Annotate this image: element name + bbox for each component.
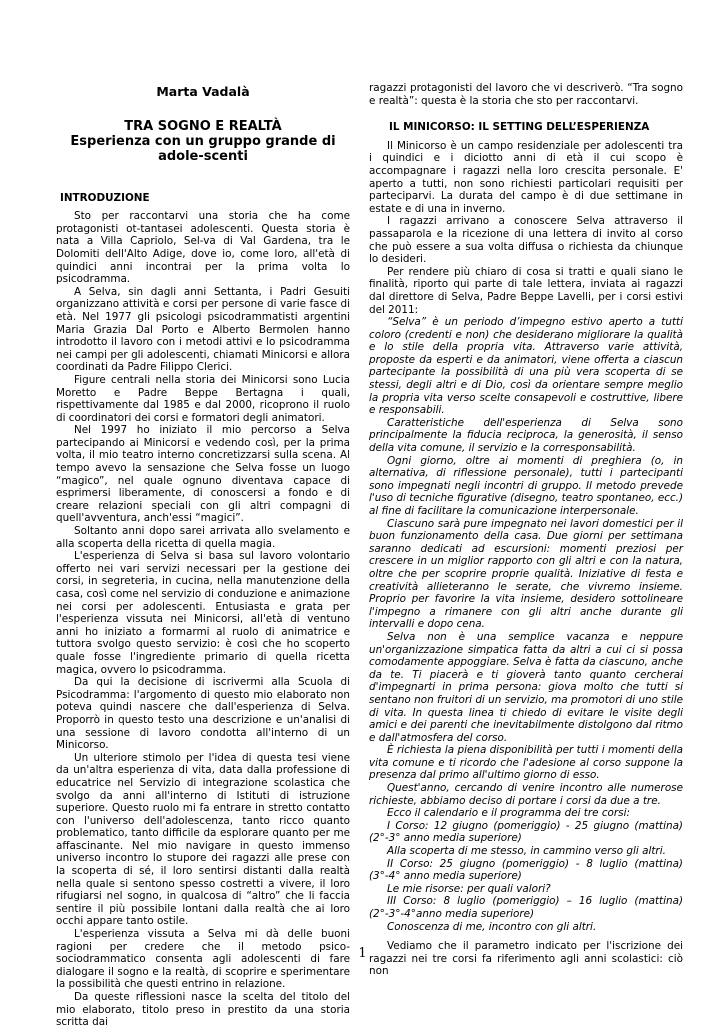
paragraph: A Selva, sin dagli anni Settanta, i Padri Gesuiti organizzano attività e corsi per persone di varie fasce di età. Nel 1977 gli psicologi psicodrammatisti argentini Maria Grazia Dal Porto e Alberto Bermolen hanno introdotto il lavoro con i metodi attivi e lo psicodramma nei campi per gli adolescenti, chiamati Minicorsi e allora coordinati da Padre Filippo Clerici. <box>56 285 350 374</box>
paragraph: Da qui la decisione di iscrivermi alla Scuola di Psicodramma: l'argomento di questo mio elaborato non poteva quindi nascere che dall'esperienza di Selva. Proporrò in questo testo una descrizione e un'analisi di una sessione di lavoro condotta all'interno di un Minicorso. <box>56 676 350 752</box>
paragraph: Figure centrali nella storia dei Minicorsi sono Lucia Moretto e Padre Beppe Bertagna i quali, rispettivamente dal 1985 e dal 2000, ricoprono il ruolo di coordinatori dei corsi e formatori degli animatori. <box>56 373 350 424</box>
paragraph: Per rendere più chiaro di cosa si tratti e quali siano le finalità, riporto qui parte di tale lettera, inviata ai ragazzi dal direttore di Selva, Padre Beppe Lavelli, per i corsi estivi del 2011: <box>369 265 683 316</box>
paragraph: L'esperienza vissuta a Selva mi dà delle buoni ragioni per credere che il metodo psico-sociodrammatico consenta agli adolescenti di fare dialogare il sogno e la realtà, di scoprire e sperimentare la possibilità che questi entrino in relazione. <box>56 928 350 991</box>
paragraph: Un ulteriore stimolo per l'idea di questa tesi viene da un'altra esperienza di vita, data dalla professione di educatrice nel Servizio di integrazione scolastica che svolgo da anni all'interno di Istituti di istruzione superiore. Questo ruolo mi fa entrare in stretto contatto con l'universo dell'adolescenza, tanto ricco quanto problematico, tanto difficile da esplorare quanto per me affascinante. Nel mio navigare in questo immenso universo incontro lo stupore dei ragazzi alle prese con la scoperta di sé, il loro sentirsi distanti dalla realtà nella quale si sentono spesso costretti a vivere, il loro rifugiarsi nel sogno, in qualcosa di “altro” che li faccia sentire il più possibile lontani dalla realtà che ai loro occhi appare tanto ostile. <box>56 751 350 928</box>
paragraph: Soltanto anni dopo sarei arrivata allo svelamento e alla scoperta della ricetta di quella magia. <box>56 525 350 550</box>
paragraph: Caratteristiche dell'esperienza di Selva sono principalmente la fiducia reciproca, la generosità, il senso della vita comune, il servizio e la corresponsabilità. <box>369 416 683 455</box>
paragraph: “Selva” è un periodo d’impegno estivo aperto a tutti coloro (credenti e non) che desiderano migliorare la qualità e lo stile della propria vita. Attraverso varie attività, proposte da esperti e da animatori, viene offerta a ciascun partecipante la possibilità di una più vera scoperta di se stessi, degli altri e di Dio, così da orientare sempre meglio la propria vita verso scelte consapevoli e costruttive, libere e responsabili. <box>369 316 683 417</box>
paragraph: L'esperienza di Selva si basa sul lavoro volontario offerto nei vari servizi necessari per la gestione dei corsi, in segreteria, in cucina, nella manutenzione della casa, così come nel servizio di conduzione e animazione nei corsi per adolescenti. Entusiasta e grata per l'esperienza vissuta nei Minicorsi, all'età di ventuno anni ho iniziato a formarmi al ruolo di animatrice e tuttora svolgo questo servizio: è così che ho scoperto quale fosse l'ingrediente primario di quella ricetta magica, ovvero lo psicodramma. <box>56 550 350 676</box>
paragraph: Selva non è una semplice vacanza e neppure un'organizzazione simpatica fatta da altri a cui ci si possa comodamente appoggiare. Selva è fatta da ciascuno, anche da te. Ti piacerà e ti gioverà tanto quanto cercherai d'impegnarti in prima persona: giova molto che tutti si sentano non fruitori di un servizio, ma promotori di uno stile di vita. In questa linea ti chiedo di evitare le visite degli amici e dei parenti che inevitabilmente distolgono dal ritmo e dall'atmosfera del corso. <box>369 630 683 744</box>
paragraph: Conoscenza di me, incontro con gli altri. <box>387 920 597 933</box>
paragraph: Quest'anno, cercando di venire incontro alle numerose richieste, abbiamo deciso di portare i corsi da due a tre. <box>369 782 683 807</box>
document-title: TRA SOGNO E REALTÀ <box>124 118 282 134</box>
left-column <box>56 82 350 1029</box>
right-column <box>369 82 683 978</box>
paragraph: I ragazzi arrivano a conoscere Selva attraverso il passaparola e la ricezione di una lettera di invito al corso che può essere a sua volta diffusa o richiesta da chiunque lo desideri. <box>369 215 683 266</box>
paragraph: Sto per raccontarvi una storia che ha come protagonisti ot-tantasei adolescenti. Questa storia è nata a Villa Capriolo, Sel-va di Val Gardena, tra le Dolomiti dell'Alto Adige, dove io, come loro, all'età di quindici anni incontrai per la prima volta lo psicodramma. <box>56 210 350 286</box>
paragraph: Ogni giorno, oltre ai momenti di preghiera (o, in alternativa, di riflessione personale), tutti i partecipanti sono impegnati negli incontri di gruppo. Il metodo prevede l'uso di tecniche figurative (disegno, teatro spontaneo, ecc.) al fine di facilitare la comunicazione interpersonale. <box>369 454 684 517</box>
section-heading-minicorso: IL MINICORSO: IL SETTING DELL’ESPERIENZA <box>389 121 650 134</box>
paragraph: Nel 1997 ho iniziato il mio percorso a Selva partecipando ai Minicorsi e vedendo così, per la prima volta, il mio teatro interno concretizzarsi sulla scena. Al tempo avevo la sensazione che Selva fosse un luogo “magico”, nel quale ognuno diventava capace di esprimersi liberamente, di conoscersi a fondo e di creare relazioni speciali con gli altri compagni di quell'avventura, anch'essi “magici”. <box>56 424 350 525</box>
paragraph: Il Minicorso è un campo residenziale per adolescenti tra i quindici e i diciotto anni di età il cui scopo è accompagnare i ragazzi nella loro crescita personale. E' aperto a tutti, non sono richiesti particolari requisiti per parteciparvi. La durata del campo è di due settimane in estate e di una in inverno. <box>369 139 683 215</box>
paragraph: Ciascuno sarà pure impegnato nei lavori domestici per il buon funzionamento della casa. Due giorni per settimana saranno dedicati ad escursioni: momenti preziosi per crescere in un miglior rapporto con gli altri e con la natura, oltre che per scoprire proprie qualità. Iniziative di festa e creatività allieteranno le serate, che vivremo insieme. Proprio per favorire la vita insieme, desidero sottolineare l'impegno a rimanere con gli altri anche durante gli intervalli e dopo cena. <box>369 517 683 631</box>
paragraph: Ecco il calendario e il programma dei tre corsi: <box>387 807 630 820</box>
paragraph: III Corso: 8 luglio (pomeriggio) – 16 luglio (mattina) (2°-3°-4°anno media superiore) <box>369 895 683 920</box>
paragraph: I Corso: 12 giugno (pomeriggio) - 25 giugno (mattina) (2°-3° anno media superiore) <box>369 819 683 845</box>
document-subtitle: Esperienza con un gruppo grande di adole-scenti <box>70 133 336 164</box>
paragraph: Vediamo che il parametro indicato per l'iscrizione dei ragazzi nei tre corsi fa riferimento agli anni scolastici: ciò non <box>369 940 683 978</box>
right-paragraphs <box>369 140 683 978</box>
paragraph: Da queste riflessioni nasce la scelta del titolo del mio elaborato, titolo preso in prestito da una storia scritta dai <box>56 991 350 1029</box>
paragraph: Alla scoperta di me stesso, in cammino verso gli altri. <box>387 845 666 858</box>
author-name: Marta Vadalà <box>156 84 250 99</box>
paragraph: Le mie risorse: per quali valori? <box>387 882 551 895</box>
page-number: 1 <box>358 946 367 961</box>
paragraph-continuation: ragazzi protagonisti del lavoro che vi descriverò. “Tra sogno e realtà”: questa è la storia che sto per raccontarvi. <box>369 82 683 107</box>
section-heading-introduzione: INTRODUZIONE <box>60 191 150 204</box>
paragraph: È richiesta la piena disponibilità per tutti i momenti della vita comune e ti ricordo che l'adesione al corso suppone la presenza dal primo all'ultimo giorno di esso. <box>369 744 683 782</box>
paragraph: II Corso: 25 giugno (pomeriggio) - 8 luglio (mattina) (3°-4° anno media superiore) <box>369 857 683 883</box>
